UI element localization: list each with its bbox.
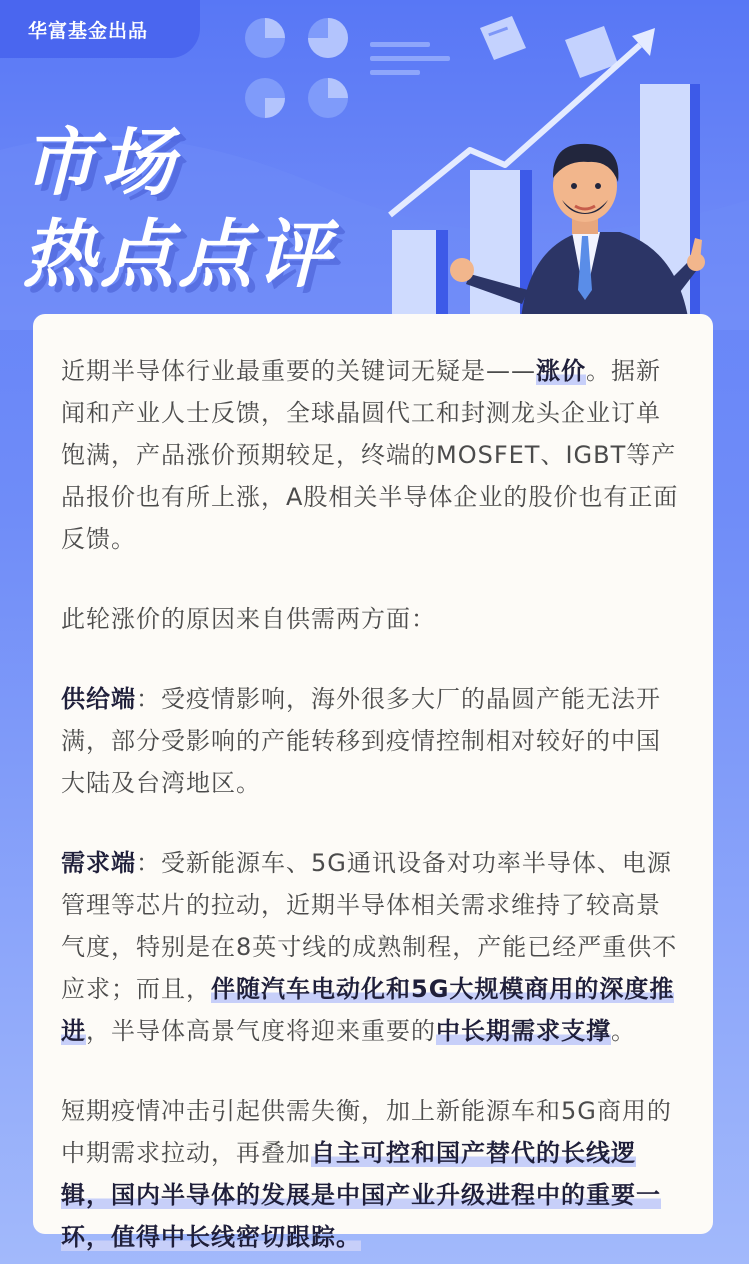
pie-chart-icon	[245, 18, 348, 118]
text-segment: ：受疫情影响，海外很多大厂的晶圆产能无法开满，部分受影响的产能转移到疫情控制相对较好的中国大陆及台湾地区。	[61, 685, 661, 797]
text-segment: 。	[611, 1017, 636, 1045]
highlight-phrase: 自主可控和国产替代的长线逻辑，国内半导体的发展是中国产业升级进程中的重要一环，值得中长线密切跟踪。	[61, 1139, 661, 1251]
text-segment: 。据新闻和产业人士反馈，全球晶圆代工和封测龙头企业订单饱满，产品涨价预期较足，终端的MOSFET、IGBT等产品报价也有所上涨，A股相关半导体企业的股价也有正面反馈。	[61, 357, 679, 553]
paragraph-demand	[61, 842, 685, 1052]
text-segment: ，半导体高景气度将迎来重要的	[86, 1017, 436, 1045]
text-segment: 近期半导体行业最重要的关键词无疑是——	[61, 357, 536, 385]
text-segment: 短期疫情冲击引起供需失衡，加上新能源车和5G商用的中期需求拉动，再叠加	[61, 1097, 672, 1167]
content-card	[33, 314, 713, 1251]
hero-banner	[0, 0, 749, 330]
text-lines-icon	[370, 42, 450, 75]
brand-badge: 华富基金出品	[0, 0, 200, 58]
paragraph-intro	[61, 350, 685, 560]
text-segment: ：受新能源车、5G通讯设备对功率半导体、电源管理等芯片的拉动，近期半导体相关需求维持了较高景气度，特别是在8英寸线的成熟制程，产能已经严重供不应求；而且，	[61, 849, 678, 1003]
text-segment: 此轮涨价的原因来自供需两方面：	[61, 605, 436, 633]
paragraph-supply	[61, 678, 685, 804]
page-title-line1: 市场	[22, 120, 178, 206]
highlight-phrase: 中长期需求支撑	[436, 1017, 611, 1045]
paragraph-reasons	[61, 598, 685, 640]
page-title-line2: 热点点评	[22, 212, 334, 298]
paragraph-conclusion	[61, 1090, 685, 1258]
highlight-keyword: 涨价	[536, 357, 586, 385]
document-icon	[480, 16, 618, 78]
supply-label: 供给端	[61, 685, 136, 713]
demand-label: 需求端	[61, 849, 136, 877]
highlight-phrase: 伴随汽车电动化和5G大规模商用的深度推进	[61, 975, 675, 1045]
